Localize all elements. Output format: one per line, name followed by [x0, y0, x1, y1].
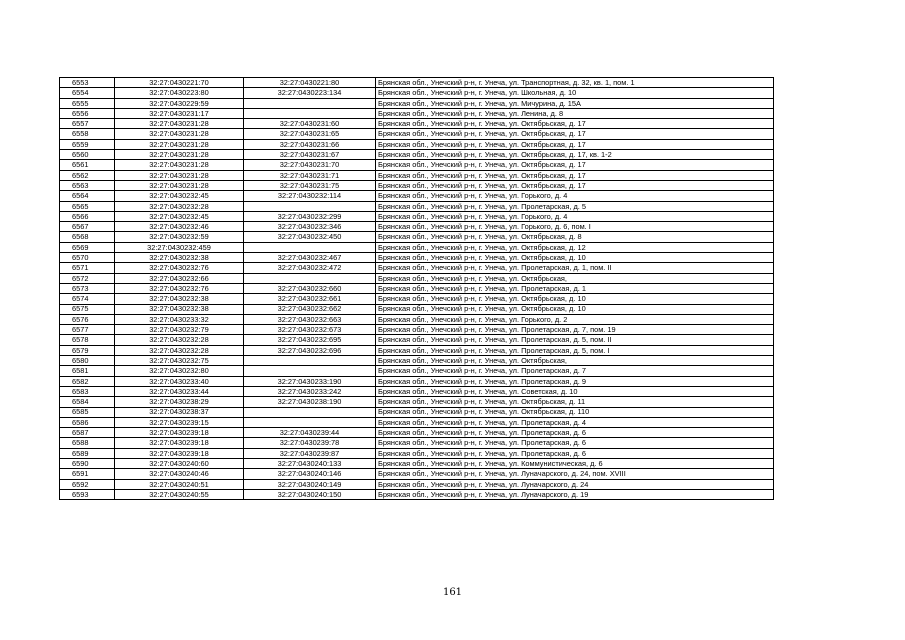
building-cadastral-number-cell: 32:27:0430232:114	[244, 191, 376, 201]
address-cell: Брянская обл., Унечский р-н, г. Унеча, ул. Октябрьская, д. 8	[376, 232, 774, 242]
registry-table-body	[60, 78, 774, 500]
table-row	[60, 438, 774, 448]
building-cadastral-number-cell	[244, 98, 376, 108]
address-cell: Брянская обл., Унечский р-н, г. Унеча, ул. Октябрьская, д. 17	[376, 180, 774, 190]
address-cell: Брянская обл., Унечский р-н, г. Унеча, ул. Октябрьская, д. 17	[376, 170, 774, 180]
address-cell: Брянская обл., Унечский р-н, г. Унеча, ул. Транспортная, д. 32, кв. 1, пом. 1	[376, 78, 774, 88]
cadastral-number-cell: 32:27:0430239:18	[115, 438, 244, 448]
address-cell: Брянская обл., Унечский р-н, г. Унеча, ул. Октябрьская, д. 10	[376, 294, 774, 304]
row-number-cell: 6568	[60, 232, 115, 242]
address-cell: Брянская обл., Унечский р-н, г. Унеча, ул. Октябрьская, д. 11	[376, 397, 774, 407]
table-row	[60, 417, 774, 427]
table-row	[60, 242, 774, 252]
cadastral-number-cell: 32:27:0430231:28	[115, 180, 244, 190]
row-number-cell: 6579	[60, 345, 115, 355]
cadastral-number-cell: 32:27:0430231:28	[115, 129, 244, 139]
table-row	[60, 253, 774, 263]
building-cadastral-number-cell: 32:27:0430231:70	[244, 160, 376, 170]
table-row	[60, 294, 774, 304]
cadastral-number-cell: 32:27:0430232:38	[115, 294, 244, 304]
cadastral-number-cell: 32:27:0430232:59	[115, 232, 244, 242]
row-number-cell: 6590	[60, 458, 115, 468]
cadastral-number-cell: 32:27:0430232:28	[115, 335, 244, 345]
row-number-cell: 6580	[60, 356, 115, 366]
table-row	[60, 232, 774, 242]
cadastral-number-cell: 32:27:0430232:38	[115, 253, 244, 263]
table-row	[60, 407, 774, 417]
address-cell: Брянская обл., Унечский р-н, г. Унеча, ул. Ленина, д. 8	[376, 108, 774, 118]
address-cell: Брянская обл., Унечский р-н, г. Унеча, ул. Октябрьская, д. 10	[376, 304, 774, 314]
table-row	[60, 191, 774, 201]
row-number-cell: 6571	[60, 263, 115, 273]
row-number-cell: 6564	[60, 191, 115, 201]
address-cell: Брянская обл., Унечский р-н, г. Унеча, ул. Горького, д. 6, пом. I	[376, 222, 774, 232]
address-cell: Брянская обл., Унечский р-н, г. Унеча, ул. Октябрьская, д. 110	[376, 407, 774, 417]
row-number-cell: 6565	[60, 201, 115, 211]
row-number-cell: 6587	[60, 428, 115, 438]
building-cadastral-number-cell: 32:27:0430232:346	[244, 222, 376, 232]
cadastral-number-cell: 32:27:0430240:51	[115, 479, 244, 489]
row-number-cell: 6583	[60, 386, 115, 396]
building-cadastral-number-cell	[244, 417, 376, 427]
table-row	[60, 304, 774, 314]
table-row	[60, 201, 774, 211]
table-row	[60, 263, 774, 273]
building-cadastral-number-cell: 32:27:0430232:467	[244, 253, 376, 263]
row-number-cell: 6585	[60, 407, 115, 417]
address-cell: Брянская обл., Унечский р-н, г. Унеча, ул. Горького, д. 2	[376, 314, 774, 324]
row-number-cell: 6574	[60, 294, 115, 304]
building-cadastral-number-cell	[244, 273, 376, 283]
address-cell: Брянская обл., Унечский р-н, г. Унеча, ул. Горького, д. 4	[376, 211, 774, 221]
cadastral-number-cell: 32:27:0430231:28	[115, 119, 244, 129]
building-cadastral-number-cell: 32:27:0430232:472	[244, 263, 376, 273]
address-cell: Брянская обл., Унечский р-н, г. Унеча, ул. Октябрьская,	[376, 273, 774, 283]
address-cell: Брянская обл., Унечский р-н, г. Унеча, ул. Луначарского, д. 19	[376, 489, 774, 499]
building-cadastral-number-cell: 32:27:0430223:134	[244, 88, 376, 98]
table-row	[60, 397, 774, 407]
cadastral-number-cell: 32:27:0430232:45	[115, 211, 244, 221]
building-cadastral-number-cell	[244, 108, 376, 118]
row-number-cell: 6560	[60, 150, 115, 160]
row-number-cell: 6554	[60, 88, 115, 98]
row-number-cell: 6589	[60, 448, 115, 458]
cadastral-number-cell: 32:27:0430232:66	[115, 273, 244, 283]
row-number-cell: 6573	[60, 283, 115, 293]
table-row	[60, 160, 774, 170]
cadastral-number-cell: 32:27:0430232:459	[115, 242, 244, 252]
cadastral-number-cell: 32:27:0430231:28	[115, 139, 244, 149]
address-cell: Брянская обл., Унечский р-н, г. Унеча, ул. Октябрьская, д. 10	[376, 253, 774, 263]
address-cell: Брянская обл., Унечский р-н, г. Унеча, ул. Пролетарская, д. 6	[376, 428, 774, 438]
row-number-cell: 6572	[60, 273, 115, 283]
cadastral-number-cell: 32:27:0430233:32	[115, 314, 244, 324]
cadastral-number-cell: 32:27:0430232:76	[115, 283, 244, 293]
row-number-cell: 6566	[60, 211, 115, 221]
table-row	[60, 458, 774, 468]
building-cadastral-number-cell	[244, 407, 376, 417]
row-number-cell: 6558	[60, 129, 115, 139]
cadastral-number-cell: 32:27:0430223:80	[115, 88, 244, 98]
building-cadastral-number-cell: 32:27:0430231:60	[244, 119, 376, 129]
cadastral-number-cell: 32:27:0430232:28	[115, 345, 244, 355]
cadastral-number-cell: 32:27:0430232:76	[115, 263, 244, 273]
building-cadastral-number-cell: 32:27:0430238:190	[244, 397, 376, 407]
building-cadastral-number-cell: 32:27:0430239:78	[244, 438, 376, 448]
address-cell: Брянская обл., Унечский р-н, г. Унеча, ул. Октябрьская,	[376, 356, 774, 366]
building-cadastral-number-cell: 32:27:0430232:673	[244, 325, 376, 335]
building-cadastral-number-cell: 32:27:0430231:71	[244, 170, 376, 180]
building-cadastral-number-cell: 32:27:0430232:663	[244, 314, 376, 324]
cadastral-number-cell: 32:27:0430231:28	[115, 170, 244, 180]
building-cadastral-number-cell: 32:27:0430240:149	[244, 479, 376, 489]
cadastral-number-cell: 32:27:0430233:40	[115, 376, 244, 386]
building-cadastral-number-cell: 32:27:0430232:299	[244, 211, 376, 221]
table-row	[60, 314, 774, 324]
address-cell: Брянская обл., Унечский р-н, г. Унеча, ул. Мичурина, д. 15А	[376, 98, 774, 108]
address-cell: Брянская обл., Унечский р-н, г. Унеча, ул. Пролетарская, д. 7	[376, 366, 774, 376]
address-cell: Брянская обл., Унечский р-н, г. Унеча, ул. Пролетарская, д. 1	[376, 283, 774, 293]
table-row	[60, 325, 774, 335]
building-cadastral-number-cell	[244, 356, 376, 366]
table-row	[60, 98, 774, 108]
address-cell: Брянская обл., Унечский р-н, г. Унеча, ул. Пролетарская, д. 1, пом. II	[376, 263, 774, 273]
cadastral-number-cell: 32:27:0430239:18	[115, 448, 244, 458]
address-cell: Брянская обл., Унечский р-н, г. Унеча, ул. Луначарского, д. 24, пом. XVIII	[376, 469, 774, 479]
table-row	[60, 139, 774, 149]
row-number-cell: 6559	[60, 139, 115, 149]
row-number-cell: 6575	[60, 304, 115, 314]
row-number-cell: 6577	[60, 325, 115, 335]
row-number-cell: 6584	[60, 397, 115, 407]
table-row	[60, 386, 774, 396]
cadastral-number-cell: 32:27:0430232:28	[115, 201, 244, 211]
address-cell: Брянская обл., Унечский р-н, г. Унеча, ул. Пролетарская, д. 7, пом. 19	[376, 325, 774, 335]
table-row	[60, 448, 774, 458]
address-cell: Брянская обл., Унечский р-н, г. Унеча, ул. Пролетарская, д. 4	[376, 417, 774, 427]
row-number-cell: 6582	[60, 376, 115, 386]
building-cadastral-number-cell: 32:27:0430231:67	[244, 150, 376, 160]
address-cell: Брянская обл., Унечский р-н, г. Унеча, ул. Пролетарская, д. 5, пом. II	[376, 335, 774, 345]
address-cell: Брянская обл., Унечский р-н, г. Унеча, ул. Октябрьская, д. 17	[376, 139, 774, 149]
cadastral-number-cell: 32:27:0430239:18	[115, 428, 244, 438]
table-row	[60, 119, 774, 129]
row-number-cell: 6576	[60, 314, 115, 324]
row-number-cell: 6586	[60, 417, 115, 427]
address-cell: Брянская обл., Унечский р-н, г. Унеча, ул. Пролетарская, д. 9	[376, 376, 774, 386]
building-cadastral-number-cell: 32:27:0430232:660	[244, 283, 376, 293]
building-cadastral-number-cell	[244, 366, 376, 376]
table-row	[60, 108, 774, 118]
table-row	[60, 283, 774, 293]
table-row	[60, 479, 774, 489]
table-row	[60, 428, 774, 438]
cadastral-number-cell: 32:27:0430232:79	[115, 325, 244, 335]
table-row	[60, 222, 774, 232]
row-number-cell: 6593	[60, 489, 115, 499]
address-cell: Брянская обл., Унечский р-н, г. Унеча, ул. Луначарского, д. 24	[376, 479, 774, 489]
cadastral-number-cell: 32:27:0430232:45	[115, 191, 244, 201]
page-number: 161	[442, 587, 463, 598]
table-row	[60, 469, 774, 479]
building-cadastral-number-cell: 32:27:0430240:146	[244, 469, 376, 479]
table-row	[60, 356, 774, 366]
cadastral-number-cell: 32:27:0430229:59	[115, 98, 244, 108]
address-cell: Брянская обл., Унечский р-н, г. Унеча, ул. Пролетарская, д. 5, пом. I	[376, 345, 774, 355]
row-number-cell: 6555	[60, 98, 115, 108]
address-cell: Брянская обл., Унечский р-н, г. Унеча, ул. Коммунистическая, д. 6	[376, 458, 774, 468]
address-cell: Брянская обл., Унечский р-н, г. Унеча, ул. Октябрьская, д. 12	[376, 242, 774, 252]
cadastral-number-cell: 32:27:0430231:28	[115, 150, 244, 160]
row-number-cell: 6588	[60, 438, 115, 448]
building-cadastral-number-cell	[244, 242, 376, 252]
building-cadastral-number-cell: 32:27:0430232:450	[244, 232, 376, 242]
table-row	[60, 376, 774, 386]
row-number-cell: 6556	[60, 108, 115, 118]
building-cadastral-number-cell: 32:27:0430239:87	[244, 448, 376, 458]
address-cell: Брянская обл., Унечский р-н, г. Унеча, ул. Октябрьская, д. 17	[376, 160, 774, 170]
cadastral-number-cell: 32:27:0430240:46	[115, 469, 244, 479]
building-cadastral-number-cell: 32:27:0430232:695	[244, 335, 376, 345]
building-cadastral-number-cell: 32:27:0430233:242	[244, 386, 376, 396]
building-cadastral-number-cell: 32:27:0430232:661	[244, 294, 376, 304]
table-row	[60, 129, 774, 139]
building-cadastral-number-cell: 32:27:0430233:190	[244, 376, 376, 386]
row-number-cell: 6578	[60, 335, 115, 345]
table-row	[60, 78, 774, 88]
row-number-cell: 6553	[60, 78, 115, 88]
table-row	[60, 88, 774, 98]
cadastral-number-cell: 32:27:0430238:29	[115, 397, 244, 407]
address-cell: Брянская обл., Унечский р-н, г. Унеча, ул. Горького, д. 4	[376, 191, 774, 201]
cadastral-number-cell: 32:27:0430232:75	[115, 356, 244, 366]
cadastral-number-cell: 32:27:0430240:60	[115, 458, 244, 468]
row-number-cell: 6562	[60, 170, 115, 180]
building-cadastral-number-cell: 32:27:0430239:44	[244, 428, 376, 438]
table-row	[60, 170, 774, 180]
cadastral-number-cell: 32:27:0430240:55	[115, 489, 244, 499]
registry-table	[59, 77, 774, 500]
table-row	[60, 366, 774, 376]
row-number-cell: 6570	[60, 253, 115, 263]
row-number-cell: 6563	[60, 180, 115, 190]
cadastral-number-cell: 32:27:0430231:17	[115, 108, 244, 118]
table-row	[60, 180, 774, 190]
address-cell: Брянская обл., Унечский р-н, г. Унеча, ул. Октябрьская, д. 17, кв. 1-2	[376, 150, 774, 160]
table-row	[60, 335, 774, 345]
building-cadastral-number-cell: 32:27:0430231:66	[244, 139, 376, 149]
building-cadastral-number-cell: 32:27:0430232:662	[244, 304, 376, 314]
cadastral-number-cell: 32:27:0430239:15	[115, 417, 244, 427]
cadastral-number-cell: 32:27:0430238:37	[115, 407, 244, 417]
table-row	[60, 150, 774, 160]
table-row	[60, 345, 774, 355]
table-row	[60, 211, 774, 221]
row-number-cell: 6581	[60, 366, 115, 376]
building-cadastral-number-cell: 32:27:0430231:65	[244, 129, 376, 139]
cadastral-number-cell: 32:27:0430232:46	[115, 222, 244, 232]
table-row	[60, 489, 774, 499]
cadastral-number-cell: 32:27:0430233:44	[115, 386, 244, 396]
row-number-cell: 6569	[60, 242, 115, 252]
address-cell: Брянская обл., Унечский р-н, г. Унеча, ул. Пролетарская, д. 5	[376, 201, 774, 211]
building-cadastral-number-cell	[244, 201, 376, 211]
building-cadastral-number-cell: 32:27:0430240:133	[244, 458, 376, 468]
row-number-cell: 6591	[60, 469, 115, 479]
cadastral-number-cell: 32:27:0430231:28	[115, 160, 244, 170]
row-number-cell: 6561	[60, 160, 115, 170]
address-cell: Брянская обл., Унечский р-н, г. Унеча, ул. Советская, д. 10	[376, 386, 774, 396]
address-cell: Брянская обл., Унечский р-н, г. Унеча, ул. Пролетарская, д. 6	[376, 438, 774, 448]
row-number-cell: 6557	[60, 119, 115, 129]
cadastral-number-cell: 32:27:0430221:70	[115, 78, 244, 88]
address-cell: Брянская обл., Унечский р-н, г. Унеча, ул. Октябрьская, д. 17	[376, 129, 774, 139]
building-cadastral-number-cell: 32:27:0430232:696	[244, 345, 376, 355]
building-cadastral-number-cell: 32:27:0430231:75	[244, 180, 376, 190]
address-cell: Брянская обл., Унечский р-н, г. Унеча, ул. Пролетарская, д. 6	[376, 448, 774, 458]
address-cell: Брянская обл., Унечский р-н, г. Унеча, ул. Школьная, д. 10	[376, 88, 774, 98]
row-number-cell: 6567	[60, 222, 115, 232]
cadastral-number-cell: 32:27:0430232:38	[115, 304, 244, 314]
cadastral-number-cell: 32:27:0430232:80	[115, 366, 244, 376]
table-row	[60, 273, 774, 283]
building-cadastral-number-cell: 32:27:0430240:150	[244, 489, 376, 499]
address-cell: Брянская обл., Унечский р-н, г. Унеча, ул. Октябрьская, д. 17	[376, 119, 774, 129]
building-cadastral-number-cell: 32:27:0430221:80	[244, 78, 376, 88]
row-number-cell: 6592	[60, 479, 115, 489]
